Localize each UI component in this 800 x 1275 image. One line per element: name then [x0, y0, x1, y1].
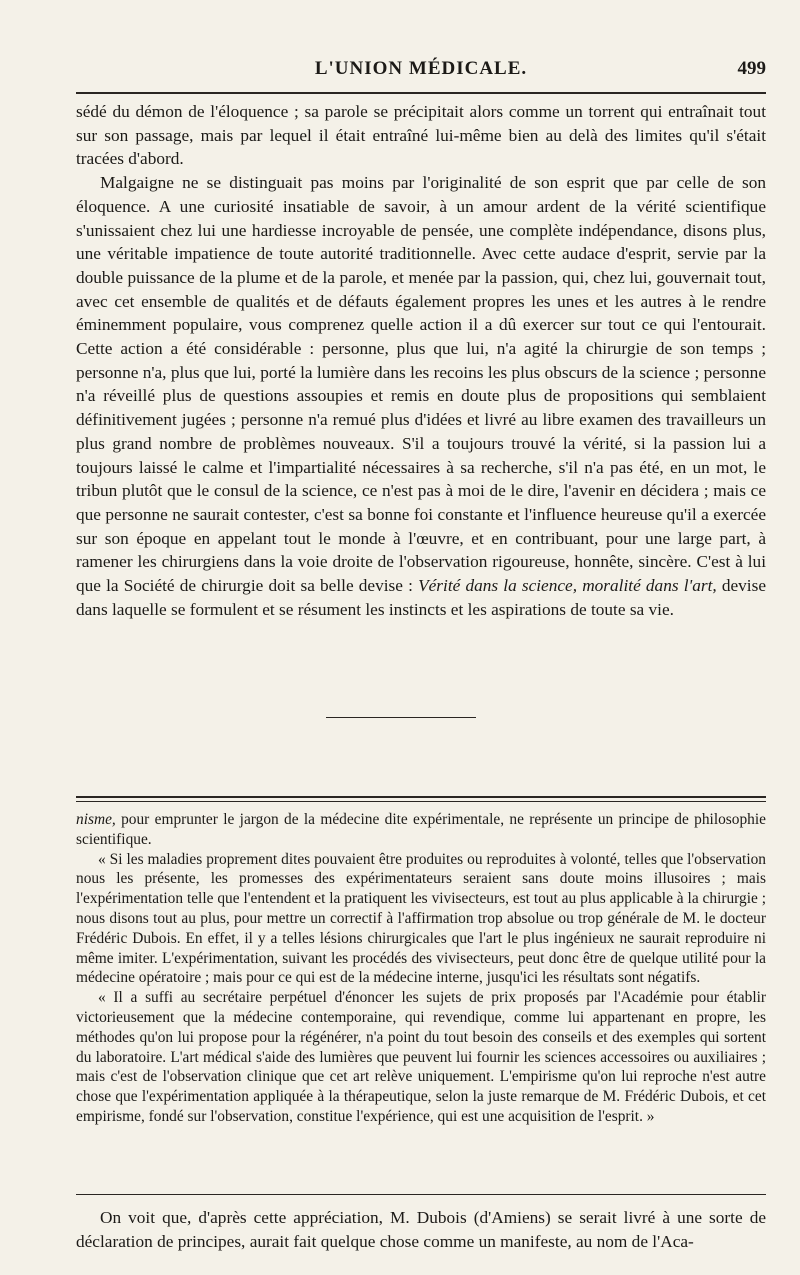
- paragraph-1: sédé du démon de l'éloquence ; sa parole se précipitait alors comme un torrent qui entraînait tout sur son passage, mais par lequel il était entraîné lui-même bien au delà des limites qu'il s'était tracées d'abord.: [76, 102, 766, 169]
- page-header: [76, 56, 766, 86]
- footnote-rule: [76, 796, 766, 802]
- closing-rule: [76, 1194, 766, 1195]
- society-motto: Vérité dans la science, moralité dans l'art,: [418, 576, 717, 596]
- closing-paragraph: On voit que, d'après cette appréciation, M. Dubois (d'Amiens) se serait livré à une sorte de déclaration de principes, aurait fait quelque chose comme un manifeste, au nom de l'Aca-: [76, 1208, 766, 1251]
- header-rule: [76, 92, 766, 94]
- main-text: [76, 100, 766, 621]
- footnote-italic-word: nisme,: [76, 811, 116, 828]
- section-separator: [326, 717, 476, 718]
- footnote-para-3: « Il a suffi au secrétaire perpétuel d'énoncer les sujets de prix proposés par l'Académie pour établir victorieusement que la médecine contemporaine, qui revendique, comme lui appartenant en propre, les méthodes qu'on lui propose pour la régénérer, n'a point du tout besoin des conseils et des exemples qui sortent du laboratoire. L'art médical s'aide des lumières que peuvent lui fournir les sciences accessoires ou auxiliaires ; mais c'est de l'observation clinique que cet art relève uniquement. L'empirisme qu'on lui reproche n'est autre chose que l'expérimentation appliquée à la thérapeutique, selon la juste remarque de M. Frédéric Dubois, et cet empirisme, fondé sur l'observation, constitue l'expérience, qui est une acquisition de l'esprit. »: [76, 989, 766, 1125]
- paragraph-2: [76, 171, 766, 621]
- footnote-para-1: [76, 810, 766, 850]
- paragraph-2-ending: devise dans laquelle se formulent et se résument les instincts et les aspirations de toute sa vie.: [76, 576, 767, 619]
- page-number: 499: [737, 58, 766, 79]
- footnote-para-1-text: pour emprunter le jargon de la médecine dite expérimentale, ne représente un principe de philosophie scientifique.: [76, 811, 766, 848]
- footnote-block: [76, 810, 766, 1127]
- footnote-para-2: « Si les maladies proprement dites pouvaient être produites ou reproduites à volonté, telles que l'observation nous les présente, les promesses des expérimentateurs seraient sans doute moins illusoires ; mais l'expérimentation telle que l'entendent et la pratiquent les vivisecteurs, est tout au plus applicable à la chirurgie ; nous disons tout au plus, pour mettre un correctif à l'affirmation trop absolue ou trop générale de M. le docteur Frédéric Dubois. En effet, il y a telles lésions chirurgicales que l'art le plus ingénieux ne saurait reproduire ni même imiter. L'expérimentation, suivant les procédés des vivisecteurs, peut donc être de quelque utilité pour la médecine opératoire ; mais pour ce qui est de la médecine interne, jusqu'ici les résultats sont négatifs.: [76, 850, 766, 987]
- paragraph-2-text: Malgaigne ne se distinguait pas moins par l'originalité de son esprit que par celle de son éloquence. A une curiosité insatiable de savoir, à un amour ardent de la vérité scientifique s'unissaient chez lui une hardiesse incroyable de pensée, une complète indépendance, disons plus, une véritable impatience de toute autorité traditionnelle. Avec cette audace d'esprit, servie par la double puissance de la plume et de la parole, et menée par la passion, qui, chez lui, gouvernait tout, avec cet ensemble de qualités et de défauts également propres les unes et les autres à le rendre éminemment populaire, vous comprenez quelle action il a dû exercer sur tout ce qui l'entourait. Cette action a été considérable : personne, plus que lui, n'a agité la chirurgie de son temps ; personne n'a, plus que lui, porté la lumière dans les recoins les plus obscurs de la science ; personne n'a réveillé plus de questions assoupies et remis en doute plus de propositions qui semblaient définitivement jugées ; personne n'a remué plus d'idées et livré au libre examen des travailleurs un plus grand nombre de problèmes nouveaux. S'il a toujours trouvé la vérité, si la passion lui a toujours laissé le calme et l'impartialité nécessaires à sa recherche, s'il n'a pas été, en un mot, le tribun plutôt que le consul de la science, ce n'est pas à moi de le dire, l'avenir en décidera ; mais ce que personne ne saurait contester, c'est sa bonne foi constante et l'influence heureuse qu'il a exercée sur son époque en appelant tout le monde à l'œuvre, et en contribuant, pour une large part, à ramener les chirurgiens dans la voie droite de l'observation rigoureuse, honnête, sincère. C'est à lui que la Société de chirurgie doit sa belle devise :: [76, 173, 766, 596]
- running-title: L'UNION MÉDICALE.: [314, 58, 528, 79]
